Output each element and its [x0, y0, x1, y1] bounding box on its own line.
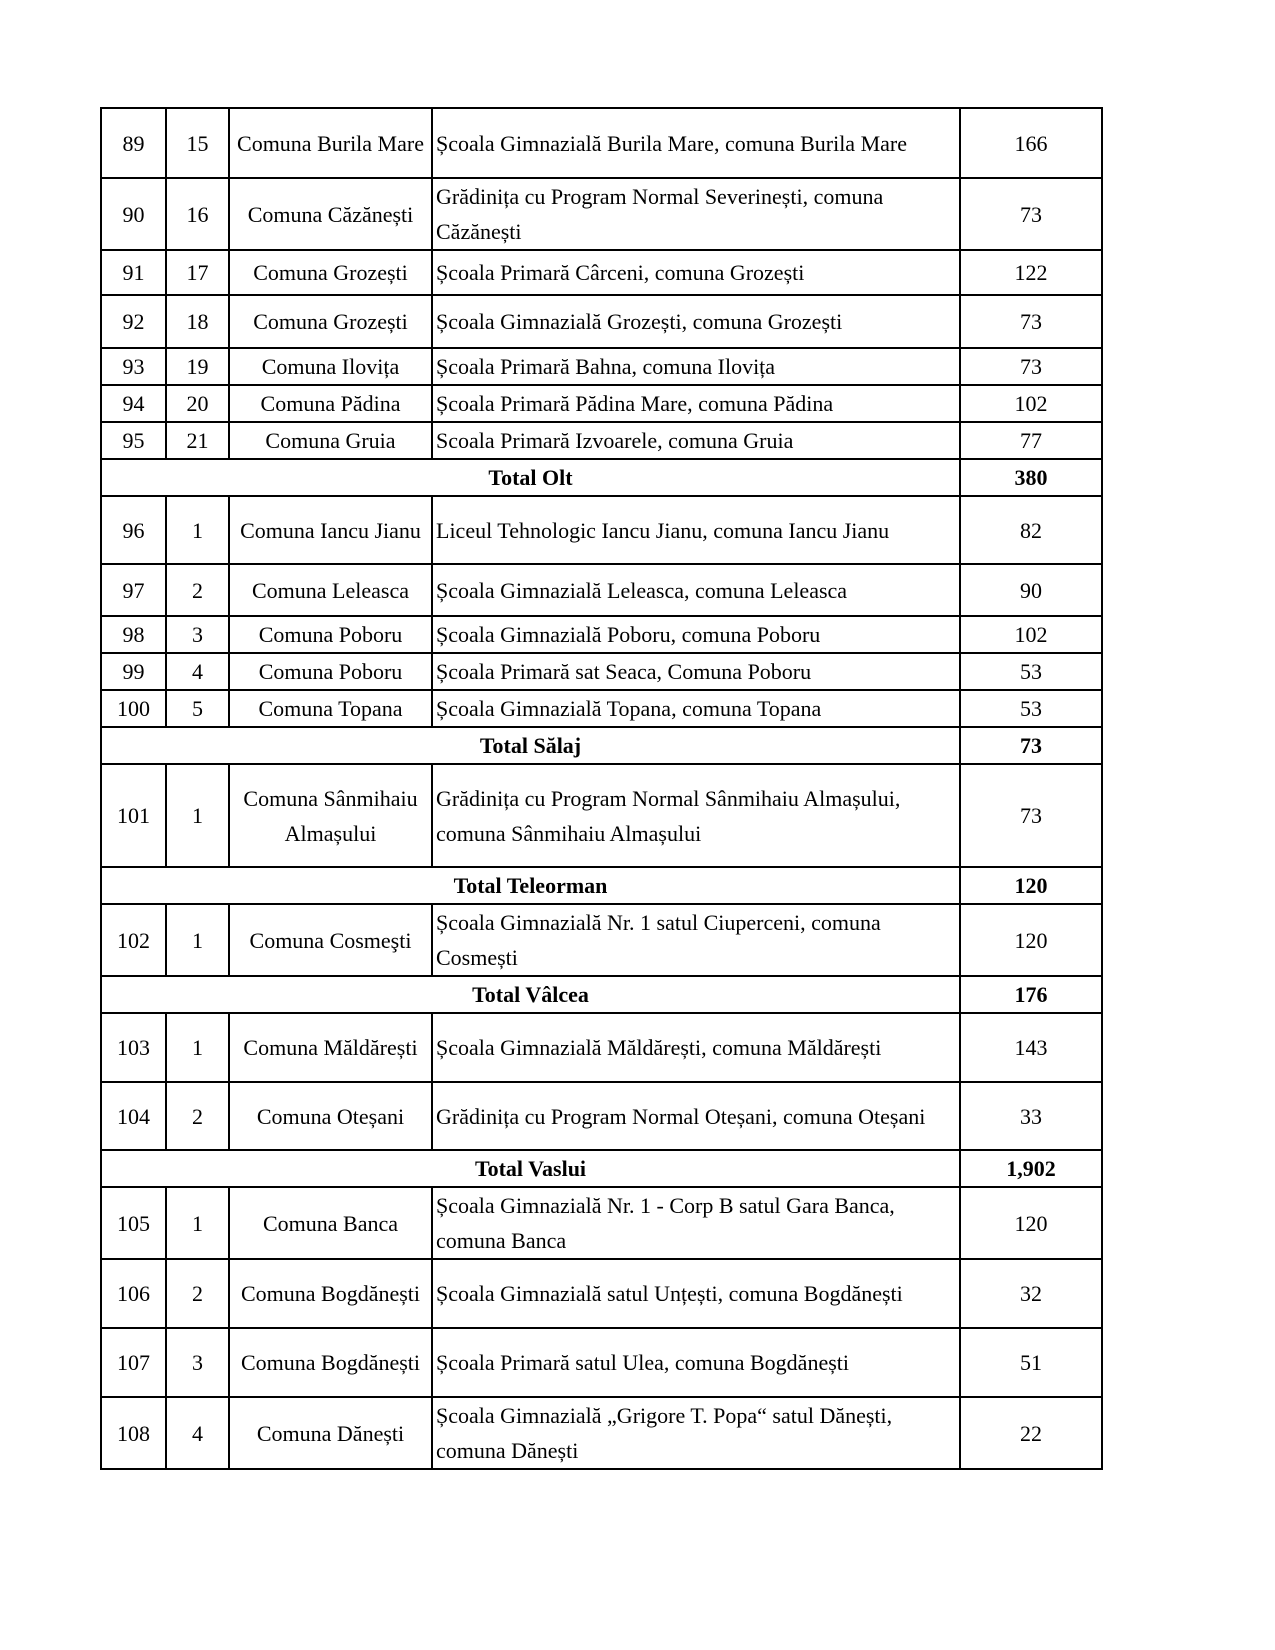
- commune-name: Comuna Dănești: [229, 1397, 432, 1469]
- table-row: [101, 1259, 1102, 1328]
- commune-name: Comuna Cosmeşti: [229, 904, 432, 976]
- value-cell: 53: [960, 690, 1102, 727]
- commune-name: Comuna Gruia: [229, 422, 432, 459]
- value-cell: 77: [960, 422, 1102, 459]
- school-name: Școala Gimnazială Topana, comuna Topana: [432, 690, 960, 727]
- table-row: [101, 1013, 1102, 1082]
- table-row: [101, 295, 1102, 348]
- school-name: Școala Primară sat Seaca, Comuna Poboru: [432, 653, 960, 690]
- school-name: Scoala Primară Izvoarele, comuna Gruia: [432, 422, 960, 459]
- county-index: 3: [166, 616, 229, 653]
- commune-name: Comuna Căzănești: [229, 178, 432, 250]
- table-row: [101, 616, 1102, 653]
- commune-name: Comuna Bogdănești: [229, 1259, 432, 1328]
- commune-name: Comuna Burila Mare: [229, 108, 432, 178]
- school-name: Școala Primară Pădina Mare, comuna Pădina: [432, 385, 960, 422]
- total-label: Total Vaslui: [101, 1150, 960, 1187]
- county-index: 1: [166, 496, 229, 564]
- total-value: 120: [960, 867, 1102, 904]
- table-row: [101, 1328, 1102, 1397]
- row-number: 100: [101, 690, 166, 727]
- school-name: Școala Gimnazială Nr. 1 - Corp B satul Gara Banca, comuna Banca: [432, 1187, 960, 1259]
- table-row: [101, 1187, 1102, 1259]
- county-index: 16: [166, 178, 229, 250]
- county-total-row: [101, 1150, 1102, 1187]
- school-name: Școala Gimnazială Poboru, comuna Poboru: [432, 616, 960, 653]
- county-index: 1: [166, 904, 229, 976]
- value-cell: 120: [960, 1187, 1102, 1259]
- table-row: [101, 178, 1102, 250]
- row-number: 92: [101, 295, 166, 348]
- value-cell: 51: [960, 1328, 1102, 1397]
- value-cell: 73: [960, 348, 1102, 385]
- school-name: Școala Gimnazială Măldărești, comuna Măldărești: [432, 1013, 960, 1082]
- row-number: 107: [101, 1328, 166, 1397]
- value-cell: 33: [960, 1082, 1102, 1150]
- county-index: 20: [166, 385, 229, 422]
- total-label: Total Olt: [101, 459, 960, 496]
- total-value: 176: [960, 976, 1102, 1013]
- value-cell: 22: [960, 1397, 1102, 1469]
- row-number: 96: [101, 496, 166, 564]
- school-name: Grădinița cu Program Normal Oteșani, comuna Oteșani: [432, 1082, 960, 1150]
- row-number: 94: [101, 385, 166, 422]
- county-index: 17: [166, 250, 229, 295]
- total-label: Total Sălaj: [101, 727, 960, 764]
- commune-name: Comuna Sânmihaiu Almașului: [229, 764, 432, 867]
- commune-name: Comuna Topana: [229, 690, 432, 727]
- value-cell: 143: [960, 1013, 1102, 1082]
- school-name: Grădinița cu Program Normal Severinești, comuna Căzănești: [432, 178, 960, 250]
- county-index: 4: [166, 653, 229, 690]
- table-row: [101, 904, 1102, 976]
- county-index: 3: [166, 1328, 229, 1397]
- commune-name: Comuna Pădina: [229, 385, 432, 422]
- value-cell: 82: [960, 496, 1102, 564]
- row-number: 91: [101, 250, 166, 295]
- commune-name: Comuna Iancu Jianu: [229, 496, 432, 564]
- county-index: 18: [166, 295, 229, 348]
- total-label: Total Vâlcea: [101, 976, 960, 1013]
- county-index: 1: [166, 764, 229, 867]
- row-number: 97: [101, 564, 166, 616]
- school-name: Liceul Tehnologic Iancu Jianu, comuna Iancu Jianu: [432, 496, 960, 564]
- county-index: 19: [166, 348, 229, 385]
- table-row: [101, 1397, 1102, 1469]
- row-number: 95: [101, 422, 166, 459]
- value-cell: 120: [960, 904, 1102, 976]
- row-number: 99: [101, 653, 166, 690]
- value-cell: 102: [960, 385, 1102, 422]
- table-row: [101, 385, 1102, 422]
- value-cell: 166: [960, 108, 1102, 178]
- county-total-row: [101, 459, 1102, 496]
- table-row: [101, 108, 1102, 178]
- row-number: 89: [101, 108, 166, 178]
- value-cell: 53: [960, 653, 1102, 690]
- commune-name: Comuna Grozești: [229, 295, 432, 348]
- school-name: Școala Gimnazială Grozești, comuna Grozești: [432, 295, 960, 348]
- county-index: 2: [166, 564, 229, 616]
- value-cell: 73: [960, 295, 1102, 348]
- total-value: 73: [960, 727, 1102, 764]
- commune-name: Comuna Oteșani: [229, 1082, 432, 1150]
- school-name: Grădinița cu Program Normal Sânmihaiu Almașului, comuna Sânmihaiu Almașului: [432, 764, 960, 867]
- commune-name: Comuna Poboru: [229, 616, 432, 653]
- school-name: Școala Gimnazială satul Unțești, comuna Bogdănești: [432, 1259, 960, 1328]
- commune-name: Comuna Grozești: [229, 250, 432, 295]
- row-number: 103: [101, 1013, 166, 1082]
- value-cell: 122: [960, 250, 1102, 295]
- table-row: [101, 496, 1102, 564]
- county-index: 4: [166, 1397, 229, 1469]
- value-cell: 73: [960, 178, 1102, 250]
- row-number: 104: [101, 1082, 166, 1150]
- commune-name: Comuna Ilovița: [229, 348, 432, 385]
- value-cell: 32: [960, 1259, 1102, 1328]
- row-number: 108: [101, 1397, 166, 1469]
- row-number: 93: [101, 348, 166, 385]
- county-total-row: [101, 867, 1102, 904]
- county-index: 21: [166, 422, 229, 459]
- county-index: 15: [166, 108, 229, 178]
- value-cell: 102: [960, 616, 1102, 653]
- total-value: 1,902: [960, 1150, 1102, 1187]
- school-name: Școala Gimnazială Nr. 1 satul Ciuperceni, comuna Cosmești: [432, 904, 960, 976]
- table-row: [101, 764, 1102, 867]
- table-row: [101, 1082, 1102, 1150]
- school-name: Școala Gimnazială Burila Mare, comuna Burila Mare: [432, 108, 960, 178]
- county-index: 1: [166, 1187, 229, 1259]
- county-index: 1: [166, 1013, 229, 1082]
- table-body: [101, 108, 1102, 1469]
- row-number: 105: [101, 1187, 166, 1259]
- total-value: 380: [960, 459, 1102, 496]
- value-cell: 73: [960, 764, 1102, 867]
- table-row: [101, 564, 1102, 616]
- school-name: Școala Gimnazială „Grigore T. Popa“ satul Dănești, comuna Dănești: [432, 1397, 960, 1469]
- county-total-row: [101, 727, 1102, 764]
- total-label: Total Teleorman: [101, 867, 960, 904]
- school-name: Școala Gimnazială Leleasca, comuna Leleasca: [432, 564, 960, 616]
- table-row: [101, 348, 1102, 385]
- county-index: 2: [166, 1259, 229, 1328]
- value-cell: 90: [960, 564, 1102, 616]
- table-row: [101, 690, 1102, 727]
- row-number: 102: [101, 904, 166, 976]
- commune-name: Comuna Poboru: [229, 653, 432, 690]
- school-name: Școala Primară Cârceni, comuna Grozești: [432, 250, 960, 295]
- row-number: 98: [101, 616, 166, 653]
- table-row: [101, 653, 1102, 690]
- commune-name: Comuna Măldărești: [229, 1013, 432, 1082]
- row-number: 106: [101, 1259, 166, 1328]
- county-index: 2: [166, 1082, 229, 1150]
- commune-name: Comuna Bogdănești: [229, 1328, 432, 1397]
- school-name: Școala Primară satul Ulea, comuna Bogdănești: [432, 1328, 960, 1397]
- table-row: [101, 250, 1102, 295]
- table-row: [101, 422, 1102, 459]
- commune-name: Comuna Banca: [229, 1187, 432, 1259]
- row-number: 90: [101, 178, 166, 250]
- county-index: 5: [166, 690, 229, 727]
- commune-name: Comuna Leleasca: [229, 564, 432, 616]
- school-name: Școala Primară Bahna, comuna Ilovița: [432, 348, 960, 385]
- row-number: 101: [101, 764, 166, 867]
- schools-table: [100, 107, 1103, 1470]
- county-total-row: [101, 976, 1102, 1013]
